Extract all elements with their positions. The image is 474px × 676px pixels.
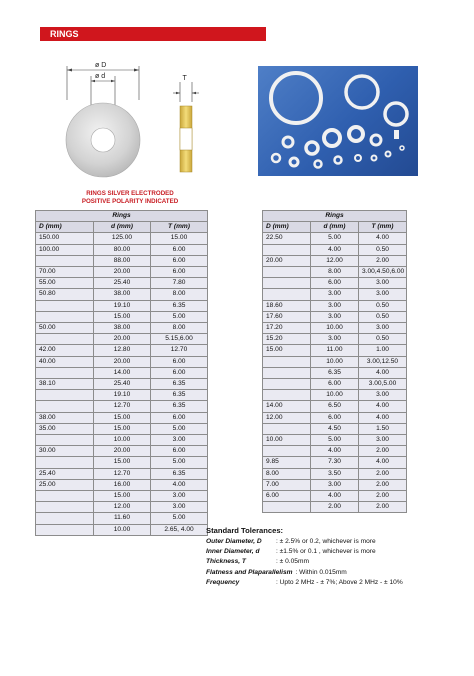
inner-diameter-cell: 10.00 <box>311 356 359 367</box>
thickness-cell: 6.00 <box>151 255 208 266</box>
inner-diameter-cell: 3.00 <box>311 311 359 322</box>
thickness-cell: 4.00 <box>359 412 407 423</box>
outer-diameter-cell: 38.00 <box>36 412 94 423</box>
thickness-cell: 6.00 <box>151 412 208 423</box>
thickness-cell: 2.00 <box>359 468 407 479</box>
inner-diameter-cell: 6.50 <box>311 401 359 412</box>
outer-diameter-cell <box>36 524 94 535</box>
outer-diameter-cell <box>263 423 311 434</box>
section-header-bar <box>40 27 266 41</box>
thickness-cell: 0.50 <box>359 311 407 322</box>
table-row <box>263 255 407 266</box>
tolerance-row-frequency <box>206 578 471 588</box>
tolerances-title: Standard Tolerances: <box>206 526 284 535</box>
thickness-cell: 3.00 <box>151 491 208 502</box>
inner-diameter-cell: 20.00 <box>94 446 151 457</box>
outer-diameter-cell: 6.00 <box>263 491 311 502</box>
ring-samples-photo <box>258 66 418 176</box>
outer-diameter-cell <box>263 356 311 367</box>
table-row <box>263 390 407 401</box>
outer-diameter-cell: 30.00 <box>36 446 94 457</box>
outer-diameter-cell <box>263 367 311 378</box>
rings-table-left <box>35 210 208 536</box>
inner-diameter-cell: 4.50 <box>311 423 359 434</box>
table-row <box>36 401 208 412</box>
thickness-cell: 6.35 <box>151 379 208 390</box>
thickness-cell: 1.00 <box>359 345 407 356</box>
rings-table-right <box>262 210 407 513</box>
table-body <box>36 233 208 535</box>
thickness-label: T <box>182 75 187 82</box>
outer-diameter-cell: 22.50 <box>263 233 311 244</box>
thickness-cell: 6.00 <box>151 267 208 278</box>
table-row <box>263 412 407 423</box>
thickness-cell: 2.65, 4.00 <box>151 524 208 535</box>
table-row <box>36 479 208 490</box>
inner-diameter-cell: 3.00 <box>311 479 359 490</box>
inner-diameter-cell: 15.00 <box>94 412 151 423</box>
inner-diameter-cell: 2.00 <box>311 502 359 513</box>
thickness-cell: 4.00 <box>359 457 407 468</box>
thickness-cell: 3.00 <box>359 323 407 334</box>
thickness-cell: 6.00 <box>151 356 208 367</box>
outer-diameter-cell: 15.20 <box>263 334 311 345</box>
outer-diameter-cell <box>263 502 311 513</box>
inner-diameter-cell: 25.40 <box>94 278 151 289</box>
inner-diameter-cell: 10.00 <box>311 323 359 334</box>
outer-diameter-cell <box>263 390 311 401</box>
table-row <box>263 468 407 479</box>
table-row <box>36 435 208 446</box>
outer-diameter-cell <box>36 334 94 345</box>
thickness-cell: 6.35 <box>151 390 208 401</box>
table-row <box>263 233 407 244</box>
section-title: RINGS <box>50 29 79 39</box>
inner-diameter-cell: 15.00 <box>94 311 151 322</box>
table-row <box>263 334 407 345</box>
inner-diameter-cell: 19.10 <box>94 300 151 311</box>
thickness-cell: 6.00 <box>151 244 208 255</box>
outer-diameter-cell: 25.00 <box>36 479 94 490</box>
outer-diameter-cell <box>36 513 94 524</box>
outer-diameter-cell <box>36 502 94 513</box>
table-row <box>36 255 208 266</box>
thickness-cell: 3.00 <box>151 435 208 446</box>
inner-diameter-cell: 12.80 <box>94 345 151 356</box>
table-row <box>36 356 208 367</box>
tolerance-label: Thickness, T <box>206 558 246 566</box>
column-header-outer-diameter: D (mm) <box>36 222 94 233</box>
table-row <box>36 457 208 468</box>
inner-diameter-cell: 4.00 <box>311 491 359 502</box>
table-row <box>263 323 407 334</box>
outer-diameter-cell: 100.00 <box>36 244 94 255</box>
outer-diameter-cell: 150.00 <box>36 233 94 244</box>
thickness-cell: 3.00 <box>359 390 407 401</box>
thickness-cell: 3.00,4.50,6.00 <box>359 267 407 278</box>
inner-diameter-cell: 8.00 <box>311 267 359 278</box>
tolerance-row-flatness <box>206 568 471 578</box>
outer-diameter-cell <box>36 401 94 412</box>
outer-diameter-cell: 15.00 <box>263 345 311 356</box>
column-header-outer-diameter: D (mm) <box>263 222 311 233</box>
thickness-cell: 4.00 <box>359 367 407 378</box>
inner-diameter-cell: 10.00 <box>311 390 359 401</box>
thickness-cell: 6.35 <box>151 401 208 412</box>
outer-diameter-cell: 50.00 <box>36 323 94 334</box>
outer-diameter-cell <box>36 390 94 401</box>
table-row <box>263 457 407 468</box>
thickness-cell: 15.00 <box>151 233 208 244</box>
column-header-thickness: T (mm) <box>151 222 208 233</box>
outer-diameter-cell <box>36 300 94 311</box>
table-row <box>36 289 208 300</box>
inner-diameter-cell: 11.00 <box>311 345 359 356</box>
outer-diameter-cell: 10.00 <box>263 435 311 446</box>
table-title: Rings <box>36 211 208 222</box>
table-row <box>36 233 208 244</box>
table-row <box>263 311 407 322</box>
table-row <box>36 379 208 390</box>
outer-diameter-cell: 17.60 <box>263 311 311 322</box>
thickness-cell: 0.50 <box>359 244 407 255</box>
outer-diameter-cell <box>263 289 311 300</box>
outer-diameter-cell: 38.10 <box>36 379 94 390</box>
table-row <box>263 491 407 502</box>
inner-diameter-cell: 12.00 <box>311 255 359 266</box>
tolerance-value: : Upto 2 MHz - ± 7%; Above 2 MHz - ± 10% <box>276 578 403 586</box>
outer-diameter-cell: 55.00 <box>36 278 94 289</box>
inner-diameter-cell: 11.60 <box>94 513 151 524</box>
table-row <box>36 244 208 255</box>
inner-diameter-cell: 25.40 <box>94 379 151 390</box>
tolerance-value: : ± 2.5% or 0.2, whichever is more <box>276 538 376 545</box>
inner-diameter-cell: 10.00 <box>94 435 151 446</box>
thickness-cell: 3.00 <box>359 278 407 289</box>
thickness-cell: 4.00 <box>359 401 407 412</box>
inner-diameter-cell: 15.00 <box>94 457 151 468</box>
table-row <box>263 401 407 412</box>
outer-diameter-cell <box>36 491 94 502</box>
inner-diameter-cell: 3.00 <box>311 334 359 345</box>
inner-diameter-cell: 19.10 <box>94 390 151 401</box>
tolerance-row-outer-diameter <box>206 537 471 547</box>
thickness-cell: 2.00 <box>359 255 407 266</box>
thickness-cell: 1.50 <box>359 423 407 434</box>
thickness-cell: 2.00 <box>359 502 407 513</box>
outer-diameter-cell <box>36 311 94 322</box>
table-row <box>263 289 407 300</box>
table-row <box>36 390 208 401</box>
outer-diameter-cell: 14.00 <box>263 401 311 412</box>
thickness-cell: 2.00 <box>359 479 407 490</box>
outer-diameter-cell: 70.00 <box>36 267 94 278</box>
tolerance-row-inner-diameter <box>206 547 471 557</box>
thickness-cell: 5.15,6.00 <box>151 334 208 345</box>
table-row <box>36 491 208 502</box>
table-row <box>36 278 208 289</box>
thickness-cell: 6.00 <box>151 446 208 457</box>
thickness-cell: 5.00 <box>151 311 208 322</box>
outer-diameter-cell <box>263 267 311 278</box>
tolerance-label: Frequency <box>206 578 240 586</box>
inner-diameter-cell: 88.00 <box>94 255 151 266</box>
inner-diameter-cell: 7.30 <box>311 457 359 468</box>
thickness-cell: 3.00,12.50 <box>359 356 407 367</box>
outer-diameter-cell: 50.80 <box>36 289 94 300</box>
thickness-dimension <box>173 75 199 102</box>
table-row <box>36 524 208 535</box>
table-row <box>263 435 407 446</box>
table-row <box>36 334 208 345</box>
table-row <box>263 379 407 390</box>
outer-diameter-cell: 12.00 <box>263 412 311 423</box>
inner-diameter-cell: 3.00 <box>311 300 359 311</box>
table-row <box>36 502 208 513</box>
inner-diameter-cell: 4.00 <box>311 244 359 255</box>
inner-diameter-cell: 20.00 <box>94 334 151 345</box>
table-row <box>263 502 407 513</box>
outer-diameter-cell <box>263 244 311 255</box>
thickness-cell: 3.00 <box>359 435 407 446</box>
inner-diameter-cell: 12.70 <box>94 401 151 412</box>
table-row <box>263 479 407 490</box>
tolerance-label: Flatness and Plaparallelism <box>206 568 293 576</box>
outer-diameter-cell <box>36 435 94 446</box>
tolerance-row-thickness <box>206 557 471 567</box>
tolerance-value: : ±1.5% or 0.1 , whichever is more <box>276 548 376 556</box>
inner-diameter-cell: 38.00 <box>94 323 151 334</box>
outer-diameter-cell: 8.00 <box>263 468 311 479</box>
table-row <box>36 323 208 334</box>
photo-caption <box>52 190 208 206</box>
tolerance-label: Outer Diameter, D <box>206 538 262 545</box>
tolerance-value: : Within 0.015mm <box>295 568 347 576</box>
table-row <box>263 244 407 255</box>
ring-face-view <box>66 103 140 177</box>
thickness-cell: 8.00 <box>151 289 208 300</box>
thickness-cell: 0.50 <box>359 334 407 345</box>
inner-diameter-cell: 15.00 <box>94 491 151 502</box>
thickness-cell: 6.35 <box>151 300 208 311</box>
inner-diameter-cell: 10.00 <box>94 524 151 535</box>
caption-line-2: POSITIVE POLARITY INDICATED <box>81 198 179 205</box>
caption-line-1: RINGS SILVER ELECTRODED <box>86 190 174 197</box>
inner-diameter-cell: 14.00 <box>94 367 151 378</box>
ring-dimension-diagram <box>55 58 205 184</box>
thickness-cell: 6.00 <box>151 367 208 378</box>
inner-diameter-cell: 38.00 <box>94 289 151 300</box>
thickness-cell: 6.35 <box>151 468 208 479</box>
outer-diameter-cell: 25.40 <box>36 468 94 479</box>
table-row <box>36 423 208 434</box>
thickness-cell: 3.00 <box>151 502 208 513</box>
inner-diameter-cell: 5.00 <box>311 435 359 446</box>
inner-diameter-cell: 4.00 <box>311 446 359 457</box>
table-row <box>263 423 407 434</box>
table-row <box>36 267 208 278</box>
table-row <box>36 468 208 479</box>
table-row <box>263 267 407 278</box>
thickness-cell: 2.00 <box>359 491 407 502</box>
outer-diameter-cell: 17.20 <box>263 323 311 334</box>
thickness-cell: 5.00 <box>151 457 208 468</box>
inner-diameter-cell: 12.70 <box>94 468 151 479</box>
table-row <box>263 300 407 311</box>
thickness-cell: 2.00 <box>359 446 407 457</box>
thickness-cell: 7.80 <box>151 278 208 289</box>
table-row <box>263 278 407 289</box>
thickness-cell: 12.70 <box>151 345 208 356</box>
inner-diameter-cell: 80.00 <box>94 244 151 255</box>
inner-diameter-cell: 5.00 <box>311 233 359 244</box>
tolerance-value: : ± 0.05mm <box>276 558 309 566</box>
thickness-cell: 8.00 <box>151 323 208 334</box>
outer-diameter-cell: 42.00 <box>36 345 94 356</box>
table-row <box>263 345 407 356</box>
inner-diameter-cell: 20.00 <box>94 267 151 278</box>
inner-diameter-cell: 6.35 <box>311 367 359 378</box>
outer-diameter-cell <box>36 457 94 468</box>
table-row <box>36 367 208 378</box>
inner-diameter-cell: 3.00 <box>311 289 359 300</box>
outer-diameter-cell: 7.00 <box>263 479 311 490</box>
inner-diameter-cell: 125.00 <box>94 233 151 244</box>
standard-tolerances <box>206 526 471 588</box>
outer-diameter-cell: 9.85 <box>263 457 311 468</box>
outer-diameter-cell <box>36 367 94 378</box>
ring-side-view <box>180 106 192 172</box>
outer-diameter-cell: 20.00 <box>263 255 311 266</box>
column-header-inner-diameter: d (mm) <box>311 222 359 233</box>
table-row <box>36 311 208 322</box>
outer-diameter-label: ø D <box>95 62 107 69</box>
tolerance-label: Inner Diameter, d <box>206 548 260 556</box>
inner-diameter-cell: 6.00 <box>311 278 359 289</box>
inner-diameter-cell: 6.00 <box>311 379 359 390</box>
table-row <box>36 345 208 356</box>
inner-diameter-cell: 12.00 <box>94 502 151 513</box>
inner-diameter-cell: 16.00 <box>94 479 151 490</box>
table-row <box>263 367 407 378</box>
inner-diameter-cell: 15.00 <box>94 423 151 434</box>
table-row <box>36 412 208 423</box>
table-row <box>263 446 407 457</box>
inner-diameter-cell: 20.00 <box>94 356 151 367</box>
table-row <box>263 356 407 367</box>
outer-diameter-cell <box>263 446 311 457</box>
thickness-cell: 3.00,5.00 <box>359 379 407 390</box>
table-body <box>263 233 407 513</box>
thickness-cell: 0.50 <box>359 300 407 311</box>
thickness-cell: 4.00 <box>359 233 407 244</box>
outer-diameter-cell: 35.00 <box>36 423 94 434</box>
thickness-cell: 3.00 <box>359 289 407 300</box>
table-row <box>36 513 208 524</box>
thickness-cell: 5.00 <box>151 423 208 434</box>
outer-diameter-cell <box>263 379 311 390</box>
outer-diameter-cell <box>36 255 94 266</box>
outer-diameter-cell <box>263 278 311 289</box>
table-row <box>36 300 208 311</box>
inner-diameter-cell: 3.50 <box>311 468 359 479</box>
column-header-thickness: T (mm) <box>359 222 407 233</box>
outer-diameter-cell: 18.60 <box>263 300 311 311</box>
inner-diameter-label: ø d <box>95 73 106 80</box>
thickness-cell: 5.00 <box>151 513 208 524</box>
column-header-inner-diameter: d (mm) <box>94 222 151 233</box>
table-row <box>36 446 208 457</box>
inner-diameter-cell: 6.00 <box>311 412 359 423</box>
outer-diameter-cell: 40.00 <box>36 356 94 367</box>
table-title: Rings <box>263 211 407 222</box>
thickness-cell: 4.00 <box>151 479 208 490</box>
